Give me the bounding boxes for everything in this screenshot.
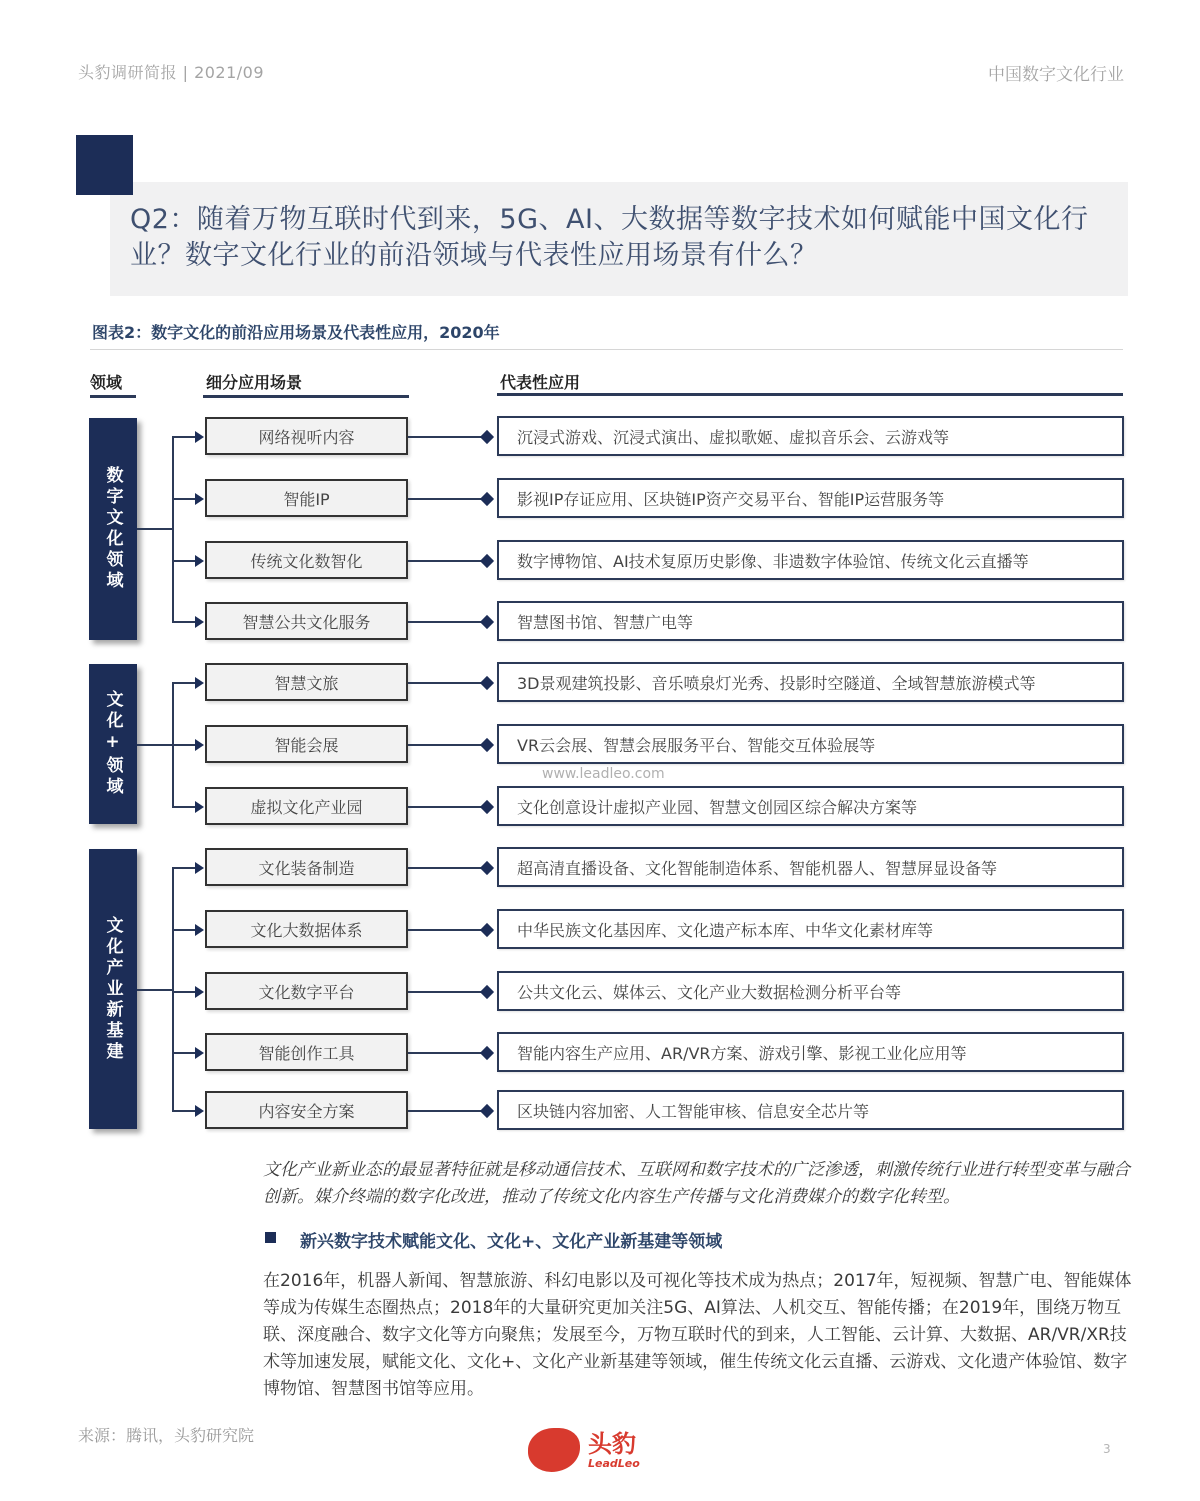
arrow-icon (195, 431, 204, 443)
arrow-icon (195, 924, 204, 936)
application-box: VR云会展、智慧会展服务平台、智能交互体验展等 (497, 724, 1124, 764)
diamond-icon (480, 985, 494, 999)
connector (408, 682, 488, 684)
diamond-icon (480, 430, 494, 444)
connector (172, 436, 174, 622)
page-number: 3 (1103, 1442, 1111, 1456)
column-underline-application (497, 393, 1123, 396)
figure-title: 图表2：数字文化的前沿应用场景及代表性应用，2020年 (92, 323, 500, 342)
diamond-icon (480, 861, 494, 875)
connector (172, 744, 196, 746)
application-box: 中华民族文化基因库、文化遗产标本库、中华文化素材库等 (497, 909, 1124, 949)
scenario-box: 智慧公共文化服务 (205, 602, 408, 640)
connector (172, 621, 196, 623)
diamond-icon (480, 615, 494, 629)
application-box: 数字博物馆、AI技术复原历史影像、非遗数字体验馆、传统文化云直播等 (497, 540, 1124, 580)
connector (172, 498, 196, 500)
scenario-box: 文化数字平台 (205, 972, 408, 1010)
scenario-box: 文化大数据体系 (205, 910, 408, 948)
diamond-icon (480, 554, 494, 568)
domain-digital-culture: 数字文化领域 (89, 418, 137, 640)
bullet-square-icon (265, 1232, 276, 1243)
logo-text-en: LeadLeo (588, 1456, 640, 1470)
connector (408, 929, 488, 931)
connector (137, 528, 173, 530)
source-note: 来源：腾讯，头豹研究院 (78, 1426, 255, 1445)
column-underline-domain (90, 395, 136, 398)
connector (172, 929, 196, 931)
arrow-icon (195, 739, 204, 751)
connector (408, 744, 488, 746)
connector (137, 989, 173, 991)
application-box: 文化创意设计虚拟产业园、智慧文创园区综合解决方案等 (497, 786, 1124, 826)
section-heading: 新兴数字技术赋能文化、文化+、文化产业新基建等领域 (300, 1232, 723, 1252)
figure-separator (90, 349, 1123, 350)
application-box: 区块链内容加密、人工智能审核、信息安全芯片等 (497, 1090, 1124, 1130)
connector (408, 806, 488, 808)
scenario-box: 传统文化数智化 (205, 541, 408, 579)
connector (172, 560, 196, 562)
arrow-icon (195, 616, 204, 628)
application-box: 超高清直播设备、文化智能制造体系、智能机器人、智慧屏显设备等 (497, 847, 1124, 887)
column-header-application: 代表性应用 (500, 373, 581, 392)
column-header-domain: 领域 (90, 373, 123, 392)
domain-new-infrastructure: 文化产业新基建 (89, 849, 137, 1129)
diamond-icon (480, 676, 494, 690)
diamond-icon (480, 492, 494, 506)
arrow-icon (195, 493, 204, 505)
connector (172, 867, 174, 1110)
arrow-icon (195, 1047, 204, 1059)
column-underline-scenario (203, 395, 409, 398)
scenario-box: 文化装备制造 (205, 848, 408, 886)
application-box: 公共文化云、媒体云、文化产业大数据检测分析平台等 (497, 971, 1124, 1011)
arrow-icon (195, 801, 204, 813)
column-header-scenario: 细分应用场景 (206, 373, 303, 392)
summary-quote: 文化产业新业态的最显著特征就是移动通信技术、互联网和数字技术的广泛渗透，刺激传统行业进行转型变革与融合创新。媒介终端的数字化改进，推动了传统文化内容生产传播与文化消费媒介的数字化转型。 (263, 1160, 1130, 1207)
diamond-icon (480, 800, 494, 814)
scenario-box: 网络视听内容 (205, 417, 408, 455)
diamond-icon (480, 923, 494, 937)
report-topic-label: 中国数字文化行业 (988, 65, 1124, 85)
connector (408, 621, 488, 623)
question-accent-square (76, 135, 133, 195)
watermark: www.leadleo.com (542, 766, 665, 782)
domain-culture-plus: 文化+领域 (89, 664, 137, 824)
connector (408, 436, 488, 438)
connector (408, 1052, 488, 1054)
connector (172, 1052, 196, 1054)
connector (408, 1110, 488, 1112)
logo-text-cn: 头豹 (588, 1429, 636, 1458)
application-box: 智慧图书馆、智慧广电等 (497, 601, 1124, 641)
connector (172, 682, 196, 684)
application-box: 沉浸式游戏、沉浸式演出、虚拟歌姬、虚拟音乐会、云游戏等 (497, 416, 1124, 456)
scenario-box: 智慧文旅 (205, 663, 408, 701)
arrow-icon (195, 1105, 204, 1117)
connector (172, 1110, 196, 1112)
arrow-icon (195, 986, 204, 998)
connector (172, 806, 196, 808)
connector (408, 991, 488, 993)
application-box: 影视IP存证应用、区块链IP资产交易平台、智能IP运营服务等 (497, 478, 1124, 518)
connector (408, 867, 488, 869)
scenario-box: 智能IP (205, 479, 408, 517)
report-header-label: 头豹调研简报 | 2021/09 (78, 63, 265, 82)
scenario-box: 智能创作工具 (205, 1033, 408, 1071)
diamond-icon (480, 738, 494, 752)
connector (172, 436, 196, 438)
connector (137, 744, 173, 746)
application-box: 3D景观建筑投影、音乐喷泉灯光秀、投影时空隧道、全域智慧旅游模式等 (497, 662, 1124, 702)
question-title: Q2：随着万物互联时代到来，5G、AI、大数据等数字技术如何赋能中国文化行业？数字文化行业的前沿领域与代表性应用场景有什么？ (130, 204, 1089, 271)
diamond-icon (480, 1046, 494, 1060)
scenario-box: 虚拟文化产业园 (205, 787, 408, 825)
connector (408, 498, 488, 500)
body-paragraph: 在2016年，机器人新闻、智慧旅游、科幻电影以及可视化等技术成为热点；2017年，短视频、智慧广电、智能媒体等成为传媒生态圈热点；2018年的大量研究更加关注5G、AI算法、人机交互、智能传播；在2019年，围绕万物互联、深度融合、数字文化等方向聚焦；发展至今，万物互联时代的到来，人工智能、云计算、大数据、AR/VR/XR技术等加速发展，赋能文化、文化+、文化产业新基建等领域，催生传统文化云直播、云游戏、文化遗产体验馆、数字博物馆、智慧图书馆等应用。 (263, 1271, 1132, 1399)
leadleo-logo (528, 1428, 640, 1472)
scenario-box: 内容安全方案 (205, 1091, 408, 1129)
application-box: 智能内容生产应用、AR/VR方案、游戏引擎、影视工业化应用等 (497, 1032, 1124, 1072)
diamond-icon (480, 1104, 494, 1118)
arrow-icon (195, 555, 204, 567)
connector (172, 867, 196, 869)
arrow-icon (195, 677, 204, 689)
leopard-logo-icon (528, 1428, 580, 1472)
connector (172, 991, 196, 993)
connector (408, 560, 488, 562)
scenario-box: 智能会展 (205, 725, 408, 763)
arrow-icon (195, 862, 204, 874)
